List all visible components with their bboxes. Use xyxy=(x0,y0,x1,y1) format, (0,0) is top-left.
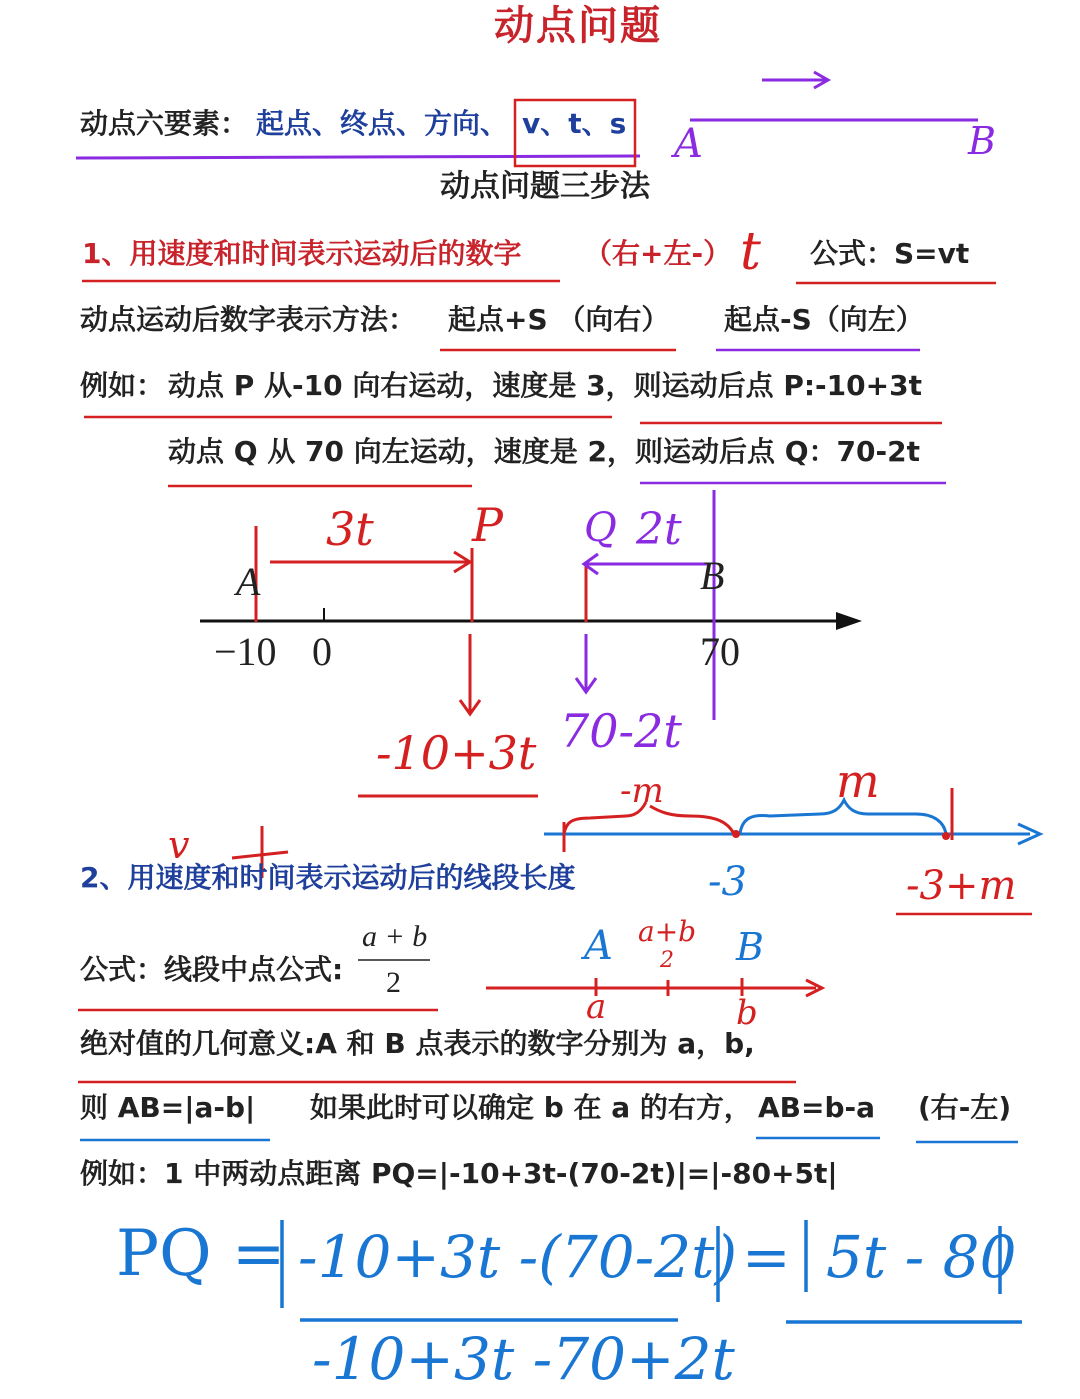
s2-v-note: v xyxy=(168,823,190,867)
section2-heading: 2、用速度和时间表示运动后的线段长度 xyxy=(80,861,576,894)
nl3-mid-den: 2 xyxy=(660,948,674,973)
midpoint-label: 公式：线段中点公式: xyxy=(80,953,344,986)
section1-heading: 1、用速度和时间表示运动后的数字 xyxy=(82,237,522,270)
nl2-minus3-plus-m: -3+m xyxy=(906,863,1017,909)
section1-t-note: t xyxy=(740,222,761,282)
abs-ab: 则 AB=|a-b| xyxy=(80,1091,256,1124)
nl2-minus3: -3 xyxy=(708,859,747,905)
section1-right-left: （右+左-） xyxy=(584,237,732,270)
example2-line: 例如：1 中两动点距离 PQ=|-10+3t-(70-2t)|=|-80+5t| xyxy=(80,1157,838,1190)
six-elements-vts: v、t、s xyxy=(522,107,627,140)
nl1-result-p: -10+3t xyxy=(376,726,537,780)
method-label: 动点运动后数字表示方法： xyxy=(80,303,417,336)
page-title: 动点问题 xyxy=(494,3,662,49)
abs-line1: 绝对值的几何意义:A 和 B 点表示的数字分别为 a，b, xyxy=(80,1027,755,1060)
section1-formula: 公式：S=vt xyxy=(810,237,970,270)
method-right: 起点+S （向右） xyxy=(448,303,670,336)
nl1-mark-3t: 3t xyxy=(326,502,374,556)
segment-label-b: B xyxy=(968,119,996,163)
segment-label-a: A xyxy=(674,121,703,167)
nl1-tick-neg10: −10 xyxy=(214,629,277,674)
abs-condition: 如果此时可以确定 b 在 a 的右方， xyxy=(310,1091,752,1124)
nl3-mid-num: a+b xyxy=(638,915,697,948)
nl3-a-lower: a xyxy=(586,987,607,1027)
hand-pq-inner: -10+3t -(70-2t) xyxy=(298,1223,738,1291)
number-line-1 xyxy=(200,608,862,630)
nl1-mark-q: Q xyxy=(584,505,617,551)
nl2-m-right: m xyxy=(836,754,880,808)
nl3-a-upper: A xyxy=(584,923,613,969)
hand-pq-result: 5t - 80 xyxy=(826,1223,1017,1291)
nl1-mark-2t: 2t xyxy=(636,504,682,555)
example1-p-line: 动点 P 从-10 向右运动，速度是 3，则运动后点 P:-10+3t xyxy=(168,369,922,402)
nl1-label-a: A xyxy=(236,559,261,604)
nl1-tick-70: 70 xyxy=(700,629,740,674)
abs-right-left: (右-左) xyxy=(918,1091,1012,1124)
hand-pq-eq: = xyxy=(742,1223,791,1291)
three-steps-title: 动点问题三步法 xyxy=(440,169,650,204)
top-purple-arrow xyxy=(762,72,828,88)
nl3-b-lower: b xyxy=(736,993,758,1033)
nl2-m-left: -m xyxy=(620,771,664,811)
six-elements-items: 起点、终点、方向、 xyxy=(256,107,509,140)
number-line-3 xyxy=(486,978,822,996)
nl1-tick-0: 0 xyxy=(312,629,332,674)
method-left: 起点-S（向左） xyxy=(724,303,924,336)
nl1-mark-p: P xyxy=(472,498,503,552)
hand-pq-label: PQ = xyxy=(116,1217,286,1291)
six-underline xyxy=(76,156,640,158)
midpoint-denominator: 2 xyxy=(386,966,401,999)
abs-ab2: AB=b-a xyxy=(758,1091,876,1124)
hand-pq-expand: -10+3t -70+2t xyxy=(312,1325,735,1393)
nl1-label-b: B xyxy=(700,553,725,598)
nl1-result-q: 70-2t xyxy=(560,704,682,758)
midpoint-numerator: a + b xyxy=(362,920,428,953)
six-elements-prefix: 动点六要素： xyxy=(80,107,249,140)
example1-label: 例如： xyxy=(80,369,165,402)
nl3-b-upper: B xyxy=(736,925,764,969)
example1-q-line: 动点 Q 从 70 向左运动，速度是 2，则运动后点 Q：70-2t xyxy=(168,435,920,468)
